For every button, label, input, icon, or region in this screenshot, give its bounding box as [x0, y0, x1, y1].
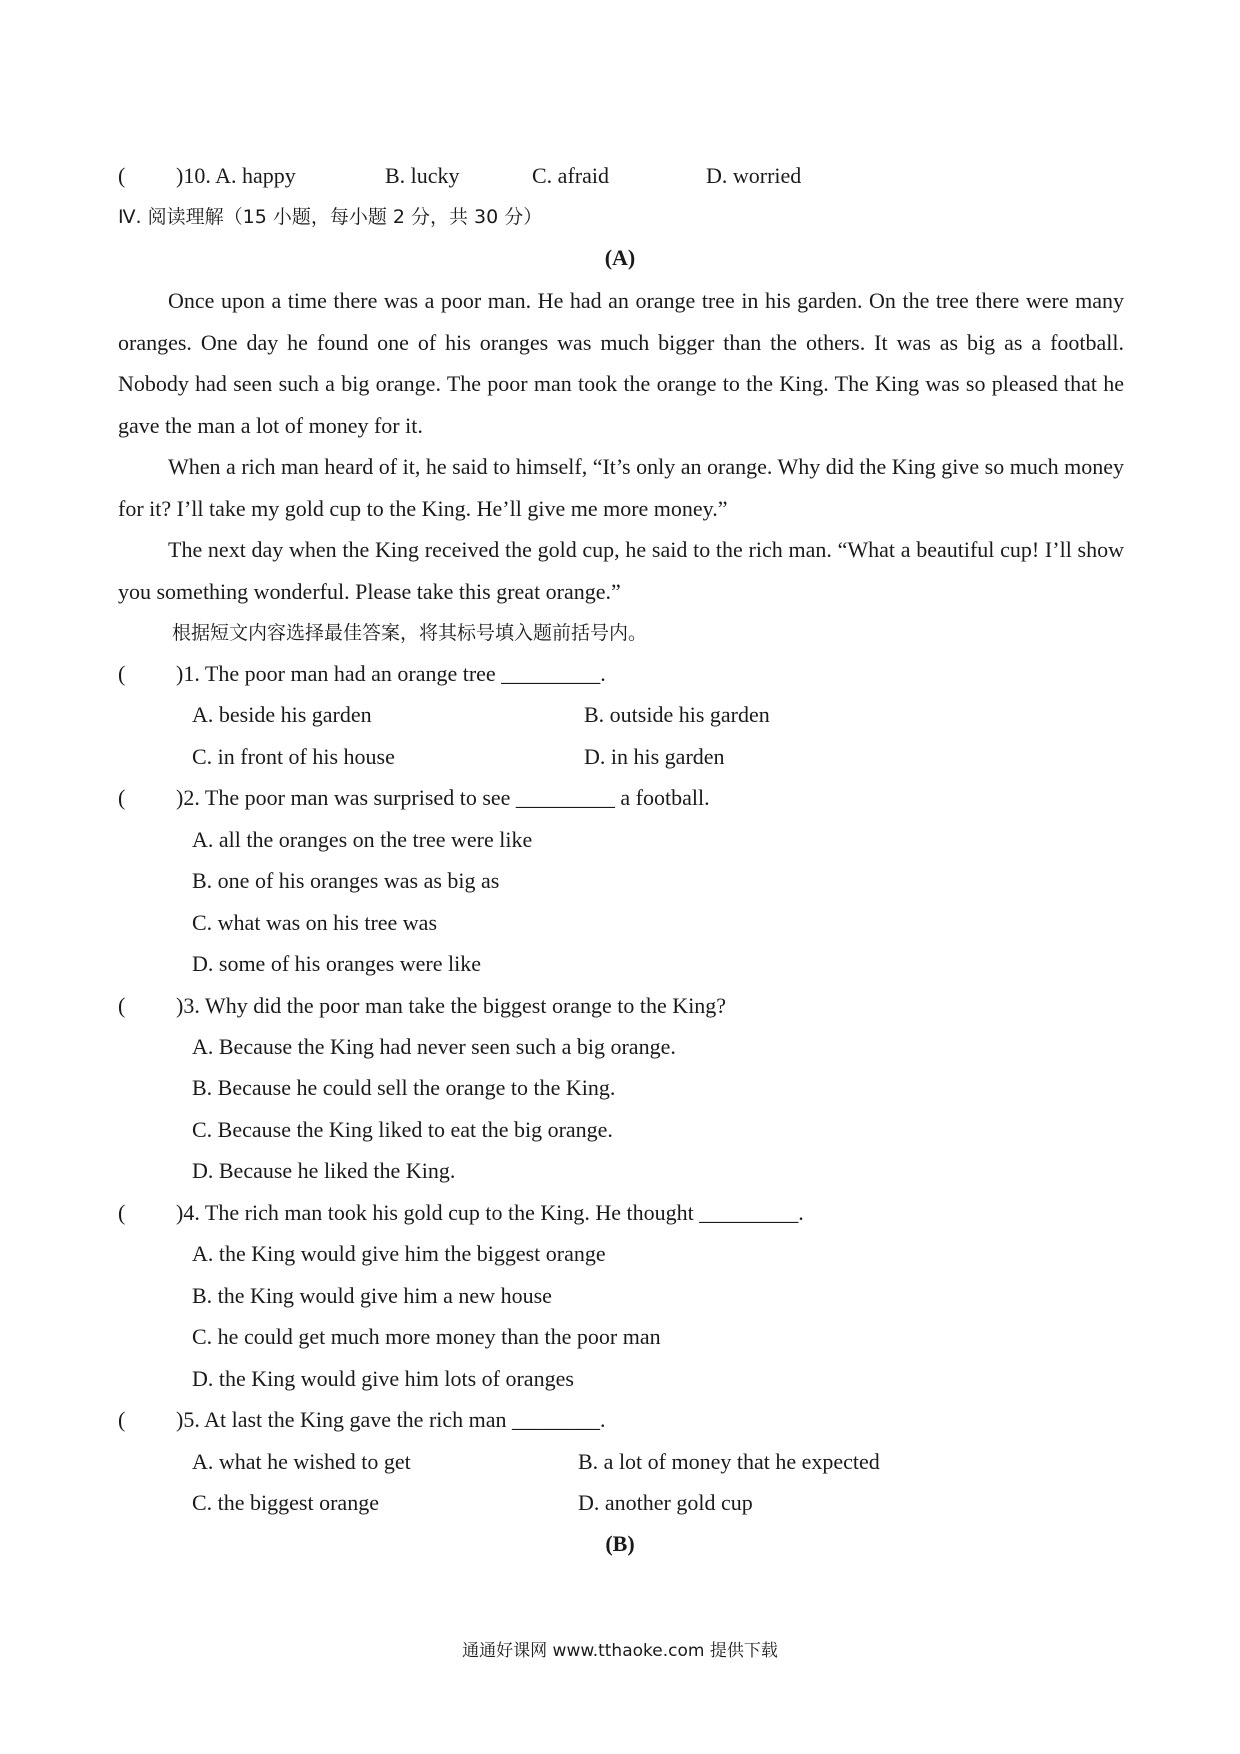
option-c: C. afraid	[532, 163, 609, 188]
question-3	[118, 992, 1128, 1020]
option-b: B. Because he could sell the orange to the King.	[192, 1075, 616, 1100]
question-1	[118, 660, 1128, 688]
passage-paragraph-1: Once upon a time there was a poor man. He had an orange tree in his garden. On the tree there were many oranges. One day he found one of his oranges was much bigger than the others. It was as big as a football. Nobody had seen such a big orange. The poor man took the orange to the King. The King was so pleased that he gave the man a lot of money for it.	[118, 288, 1124, 438]
question-stem: )2. The poor man was surprised to see _________ a football.	[176, 785, 710, 810]
option-a: A. the King would give him the biggest orange	[192, 1241, 606, 1266]
option-a: A. Because the King had never seen such a big orange.	[192, 1034, 676, 1059]
option-d: D. worried	[706, 163, 802, 188]
question-4	[118, 1199, 1128, 1227]
option-c: C. Because the King liked to eat the big orange.	[192, 1117, 613, 1142]
option-c: C. in front of his house	[192, 744, 395, 769]
answer-paren: (	[118, 993, 126, 1018]
question-2	[118, 784, 1128, 812]
question-stem: )3. Why did the poor man take the biggest orange to the King?	[176, 993, 727, 1018]
question-stem: )1. The poor man had an orange tree _________.	[176, 661, 606, 686]
question-stem: )5. At last the King gave the rich man ________.	[176, 1407, 606, 1432]
option-a: A. what he wished to get	[192, 1449, 411, 1474]
answer-paren: (	[118, 1407, 126, 1432]
option-d: D. some of his oranges were like	[192, 951, 481, 976]
question-5	[118, 1406, 1128, 1434]
option-d: D. Because he liked the King.	[192, 1158, 456, 1183]
passage-label-a: (A)	[604, 245, 636, 270]
question-stem: )10. A. happy	[176, 163, 296, 188]
option-d: D. the King would give him lots of oranges	[192, 1366, 574, 1391]
question-10	[118, 162, 1128, 190]
option-b: B. a lot of money that he expected	[578, 1449, 880, 1474]
option-d: D. another gold cup	[578, 1490, 753, 1515]
question-stem: )4. The rich man took his gold cup to the King. He thought _________.	[176, 1200, 804, 1225]
option-b: B. the King would give him a new house	[192, 1283, 552, 1308]
page-footer: 通通好课网 www.tthaoke.com 提供下载	[462, 1641, 778, 1661]
answer-paren: (	[118, 163, 126, 188]
passage-label-b: (B)	[605, 1531, 635, 1556]
passage-paragraph-2: When a rich man heard of it, he said to himself, “It’s only an orange. Why did the King give so much money for it? I’ll take my gold cup to the King. He’ll give me more money.”	[118, 454, 1124, 521]
answer-paren: (	[118, 1200, 126, 1225]
option-a: A. beside his garden	[192, 702, 372, 727]
option-c: C. the biggest orange	[192, 1490, 379, 1515]
option-c: C. he could get much more money than the poor man	[192, 1324, 661, 1349]
option-b: B. lucky	[385, 163, 460, 188]
answer-paren: (	[118, 661, 126, 686]
option-c: C. what was on his tree was	[192, 910, 438, 935]
answer-paren: (	[118, 785, 126, 810]
option-a: A. all the oranges on the tree were like	[192, 827, 533, 852]
instruction: 根据短文内容选择最佳答案，将其标号填入题前括号内。	[172, 622, 648, 644]
section-heading: Ⅳ. 阅读理解（15 小题，每小题 2 分，共 30 分）	[118, 206, 543, 228]
option-d: D. in his garden	[584, 744, 725, 769]
option-b: B. one of his oranges was as big as	[192, 868, 500, 893]
passage-paragraph-3: The next day when the King received the gold cup, he said to the rich man. “What a beautiful cup! I’ll show you something wonderful. Please take this great orange.”	[118, 537, 1124, 604]
option-b: B. outside his garden	[584, 702, 770, 727]
